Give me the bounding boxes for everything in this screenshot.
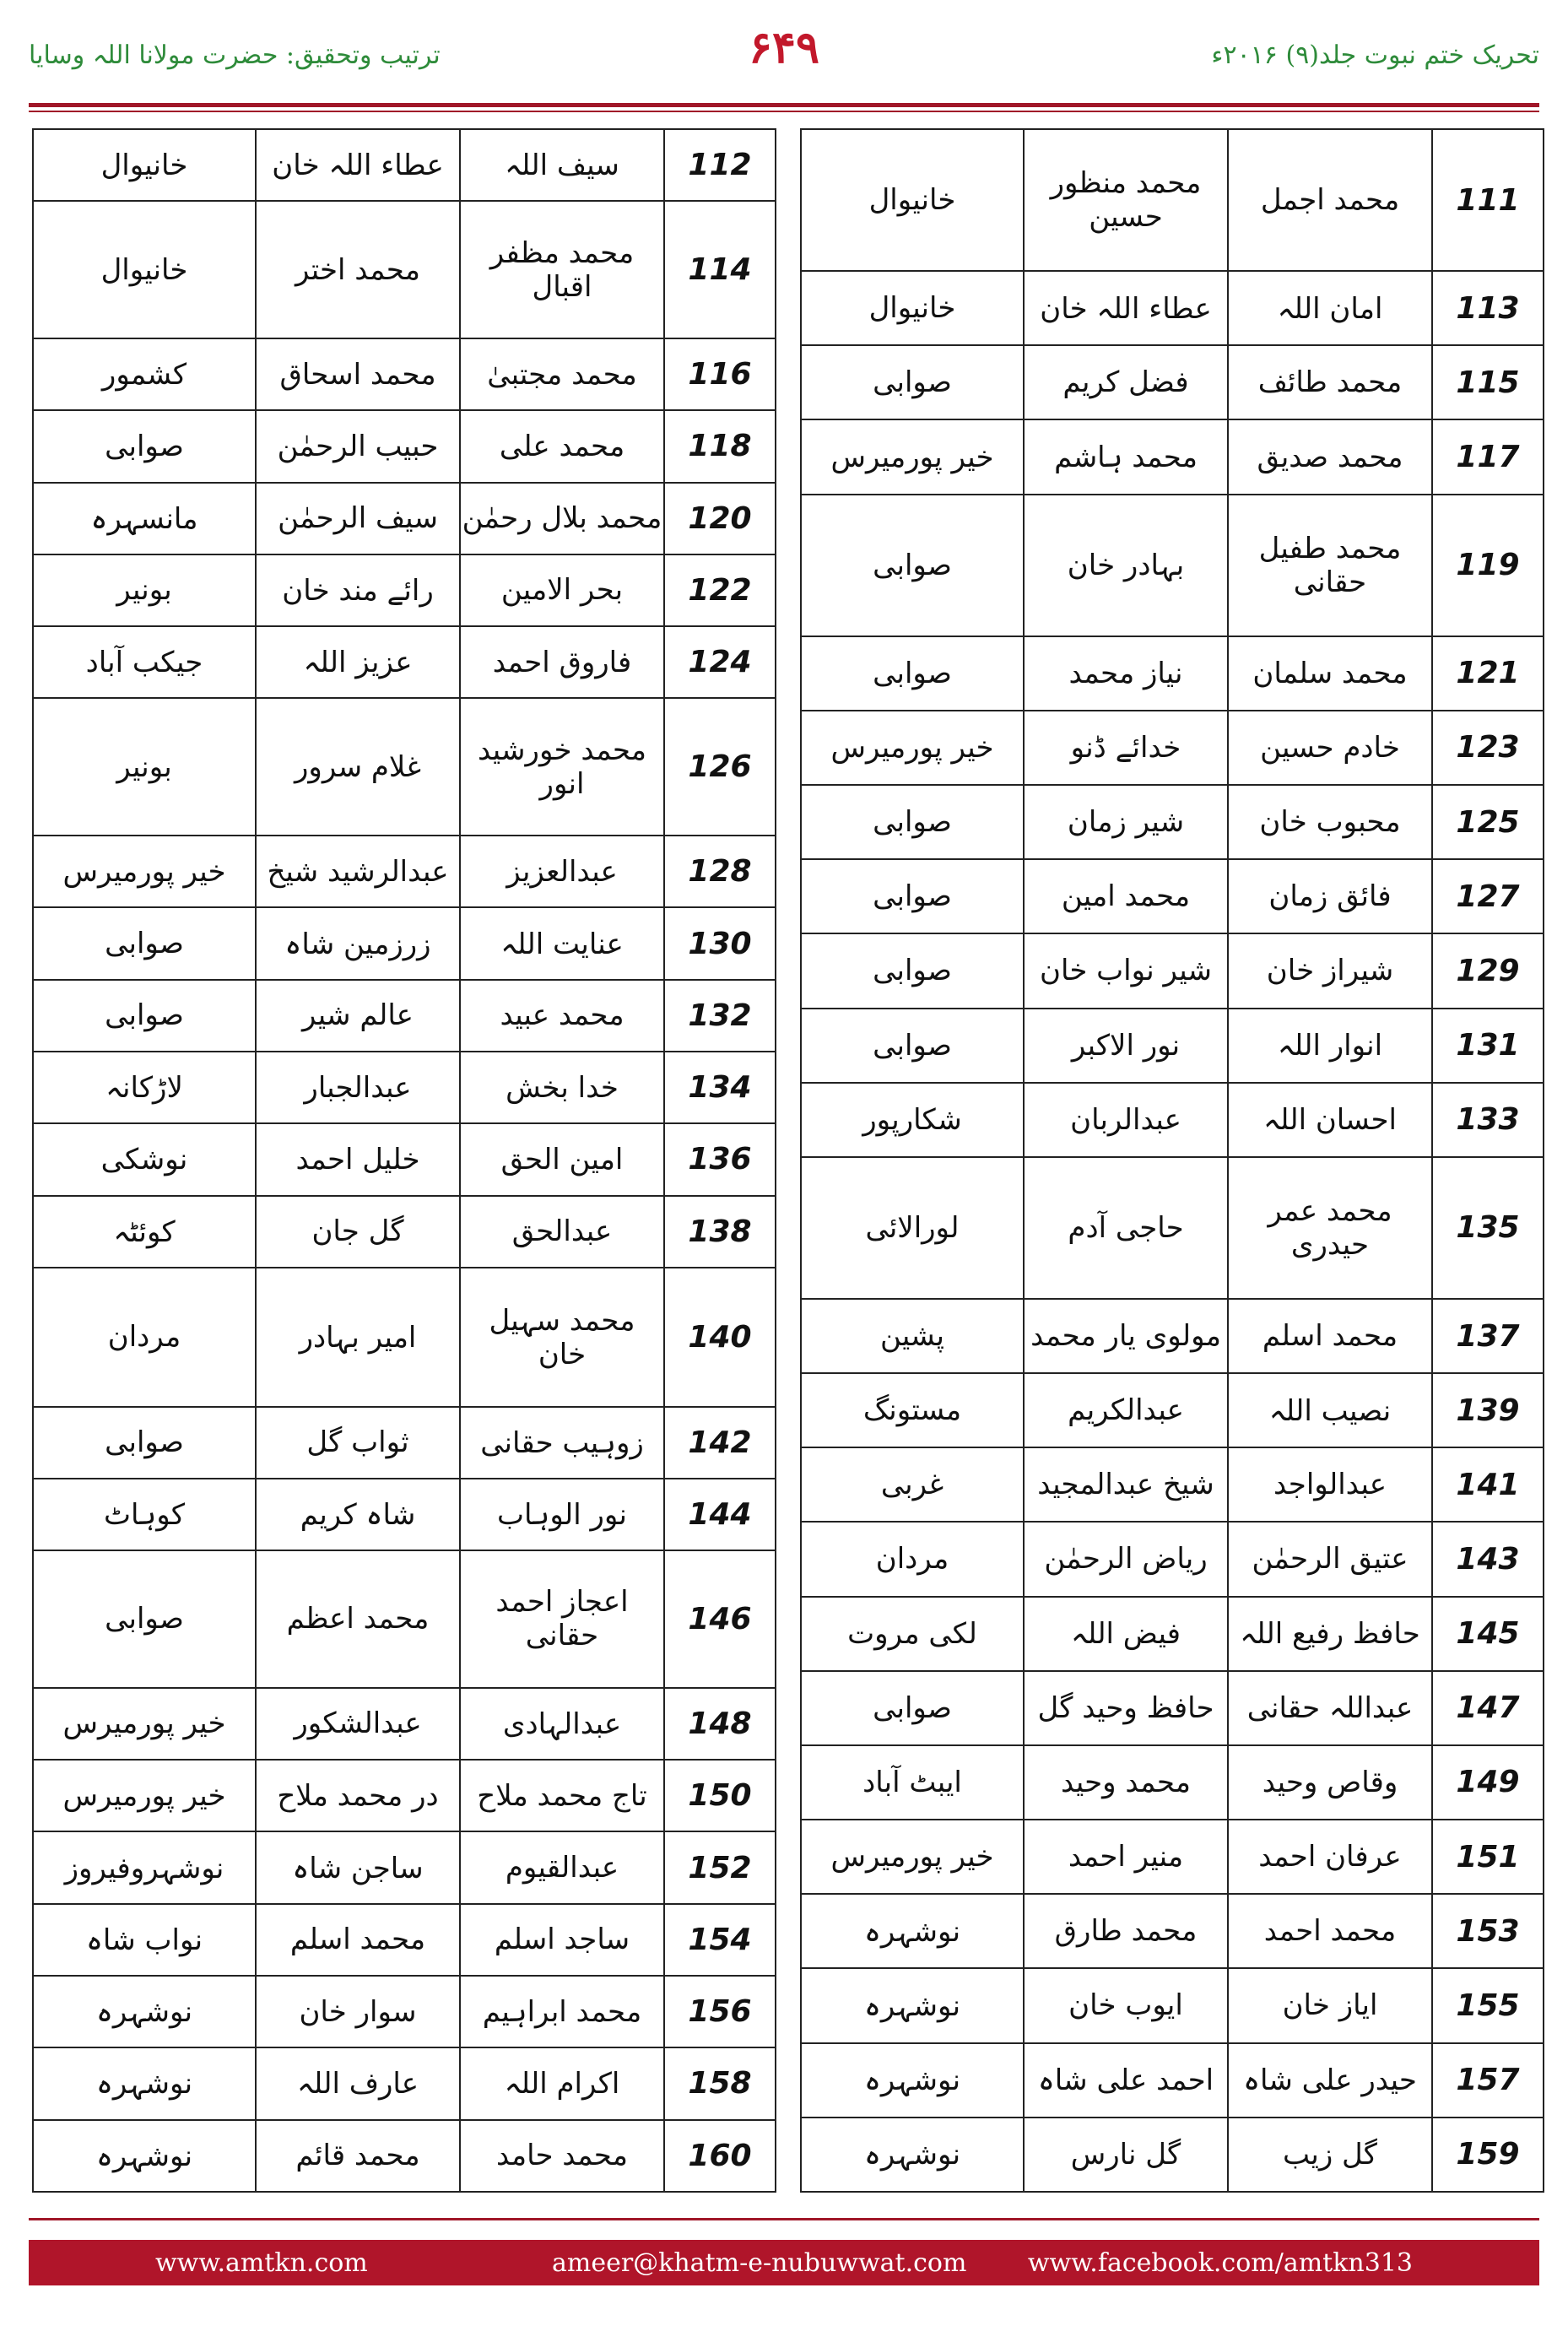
serial-number-cell: 118 xyxy=(664,410,776,482)
name-cell: حافظ رفیع اللہ xyxy=(1228,1597,1432,1671)
father-name-cell: ریاض الرحمٰن xyxy=(1024,1522,1228,1596)
name-cell: عرفان احمد xyxy=(1228,1820,1432,1894)
footer-email-link[interactable]: ameer@khatm-e-nubuwwat.com xyxy=(552,2248,967,2278)
place-cell: پشین xyxy=(801,1299,1024,1373)
name-cell: عبدالعزیز xyxy=(460,836,664,907)
place-cell: کوئٹہ xyxy=(33,1196,256,1268)
place-cell: صوابی xyxy=(801,345,1024,419)
serial-number-cell: 117 xyxy=(1432,419,1544,494)
table-row xyxy=(801,785,1544,859)
serial-number-cell: 112 xyxy=(664,129,776,201)
serial-number-cell: 114 xyxy=(664,201,776,338)
table-row xyxy=(33,1760,776,1831)
table-row xyxy=(801,859,1544,933)
serial-number-cell: 143 xyxy=(1432,1522,1544,1596)
name-cell: محمد اسلم xyxy=(1228,1299,1432,1373)
father-name-cell: سیف الرحمٰن xyxy=(256,483,460,554)
name-cell: نصیب اللہ xyxy=(1228,1373,1432,1447)
place-cell: مردان xyxy=(33,1268,256,1407)
name-cell: عبداللہ حقانی xyxy=(1228,1671,1432,1745)
serial-number-cell: 124 xyxy=(664,626,776,698)
table-row xyxy=(33,980,776,1052)
serial-number-cell: 158 xyxy=(664,2047,776,2119)
place-cell: صوابی xyxy=(33,907,256,979)
footer-rule xyxy=(29,2218,1539,2220)
page-number: ۶۴۹ xyxy=(749,22,819,73)
father-name-cell: محمد طارق xyxy=(1024,1894,1228,1968)
father-name-cell: عارف اللہ xyxy=(256,2047,460,2119)
name-cell: ساجد اسلم xyxy=(460,1904,664,1976)
serial-number-cell: 116 xyxy=(664,338,776,410)
table-row xyxy=(801,636,1544,711)
place-cell: غربی xyxy=(801,1447,1024,1522)
place-cell: خانیوال xyxy=(33,201,256,338)
father-name-cell: عبدالکریم xyxy=(1024,1373,1228,1447)
father-name-cell: نیاز محمد xyxy=(1024,636,1228,711)
place-cell: صوابی xyxy=(801,1671,1024,1745)
father-name-cell: محمد قائم xyxy=(256,2120,460,2192)
serial-number-cell: 126 xyxy=(664,698,776,836)
father-name-cell: عبدالرشید شیخ xyxy=(256,836,460,907)
right-table-panel xyxy=(800,128,1536,2193)
left-table xyxy=(32,128,776,2193)
name-cell: اعجاز احمد حقانی xyxy=(460,1550,664,1688)
serial-number-cell: 157 xyxy=(1432,2043,1544,2118)
serial-number-cell: 160 xyxy=(664,2120,776,2192)
table-row xyxy=(801,495,1544,636)
serial-number-cell: 147 xyxy=(1432,1671,1544,1745)
place-cell: صوابی xyxy=(801,495,1024,636)
name-cell: محمد سہیل خان xyxy=(460,1268,664,1407)
name-cell: محمد عبید xyxy=(460,980,664,1052)
place-cell: بونیر xyxy=(33,554,256,626)
name-cell: سیف اللہ xyxy=(460,129,664,201)
serial-number-cell: 132 xyxy=(664,980,776,1052)
page-footer xyxy=(29,2240,1539,2285)
table-row xyxy=(801,1968,1544,2042)
name-cell: حیدر علی شاہ xyxy=(1228,2043,1432,2118)
serial-number-cell: 152 xyxy=(664,1831,776,1903)
serial-number-cell: 121 xyxy=(1432,636,1544,711)
name-cell: عنایت اللہ xyxy=(460,907,664,979)
serial-number-cell: 149 xyxy=(1432,1745,1544,1820)
name-cell: محبوب خان xyxy=(1228,785,1432,859)
name-cell: محمد خورشید انور xyxy=(460,698,664,836)
place-cell: نوشہرہ xyxy=(801,1894,1024,1968)
name-cell: خدا بخش xyxy=(460,1052,664,1123)
serial-number-cell: 136 xyxy=(664,1123,776,1195)
father-name-cell: محمد منظور حسین xyxy=(1024,129,1228,271)
table-row xyxy=(33,1123,776,1195)
table-row xyxy=(33,1479,776,1550)
serial-number-cell: 139 xyxy=(1432,1373,1544,1447)
table-row xyxy=(801,1447,1544,1522)
name-cell: شیراز خان xyxy=(1228,933,1432,1008)
father-name-cell: محمد ہاشم xyxy=(1024,419,1228,494)
place-cell: لاڑکانہ xyxy=(33,1052,256,1123)
name-cell: تاج محمد ملاح xyxy=(460,1760,664,1831)
father-name-cell: شیخ عبدالمجید xyxy=(1024,1447,1228,1522)
father-name-cell: در محمد ملاح xyxy=(256,1760,460,1831)
name-cell: محمد مظفر اقبال xyxy=(460,201,664,338)
father-name-cell: امیر بہادر xyxy=(256,1268,460,1407)
table-row xyxy=(801,2043,1544,2118)
place-cell: نوشہرہ xyxy=(33,1976,256,2047)
place-cell: نوشہروفیروز xyxy=(33,1831,256,1903)
serial-number-cell: 156 xyxy=(664,1976,776,2047)
name-cell: فاروق احمد xyxy=(460,626,664,698)
father-name-cell: ساجن شاہ xyxy=(256,1831,460,1903)
table-row xyxy=(801,1671,1544,1745)
name-cell: محمد طفیل حقانی xyxy=(1228,495,1432,636)
place-cell: مانسہرہ xyxy=(33,483,256,554)
name-cell: بحر الامین xyxy=(460,554,664,626)
place-cell: صوابی xyxy=(33,1550,256,1688)
place-cell: بونیر xyxy=(33,698,256,836)
name-cell: اکرام اللہ xyxy=(460,2047,664,2119)
serial-number-cell: 145 xyxy=(1432,1597,1544,1671)
name-cell: محمد احمد xyxy=(1228,1894,1432,1968)
page-header xyxy=(0,0,1568,93)
table-row xyxy=(801,2118,1544,2192)
father-name-cell: محمد اسلم xyxy=(256,1904,460,1976)
name-cell: عبدالواجد xyxy=(1228,1447,1432,1522)
place-cell: صوابی xyxy=(33,1407,256,1479)
father-name-cell: حاجی آدم xyxy=(1024,1157,1228,1299)
serial-number-cell: 111 xyxy=(1432,129,1544,271)
table-row xyxy=(33,1196,776,1268)
father-name-cell: عالم شیر xyxy=(256,980,460,1052)
serial-number-cell: 154 xyxy=(664,1904,776,1976)
father-name-cell: منیر احمد xyxy=(1024,1820,1228,1894)
serial-number-cell: 142 xyxy=(664,1407,776,1479)
father-name-cell: عبدالربان xyxy=(1024,1083,1228,1157)
serial-number-cell: 115 xyxy=(1432,345,1544,419)
father-name-cell: عطاء اللہ خان xyxy=(256,129,460,201)
father-name-cell: شاہ کریم xyxy=(256,1479,460,1550)
place-cell: صوابی xyxy=(801,785,1024,859)
table-row xyxy=(33,1407,776,1479)
father-name-cell: خلیل احمد xyxy=(256,1123,460,1195)
serial-number-cell: 128 xyxy=(664,836,776,907)
place-cell: خیر پورمیرس xyxy=(801,711,1024,785)
table-row xyxy=(33,1550,776,1688)
place-cell: مردان xyxy=(801,1522,1024,1596)
serial-number-cell: 127 xyxy=(1432,859,1544,933)
table-row xyxy=(33,554,776,626)
table-row xyxy=(33,1976,776,2047)
place-cell: نوشہرہ xyxy=(33,2047,256,2119)
name-cell: محمد عمر حیدری xyxy=(1228,1157,1432,1299)
place-cell: کوہاٹ xyxy=(33,1479,256,1550)
place-cell: نوشکی xyxy=(33,1123,256,1195)
place-cell: نوشہرہ xyxy=(801,2043,1024,2118)
serial-number-cell: 144 xyxy=(664,1479,776,1550)
place-cell: لکی مروت xyxy=(801,1597,1024,1671)
serial-number-cell: 130 xyxy=(664,907,776,979)
father-name-cell: حبیب الرحمٰن xyxy=(256,410,460,482)
name-cell: محمد سلمان xyxy=(1228,636,1432,711)
name-cell: محمد مجتبیٰ xyxy=(460,338,664,410)
name-cell: امین الحق xyxy=(460,1123,664,1195)
table-row xyxy=(33,201,776,338)
father-name-cell: گل جان xyxy=(256,1196,460,1268)
name-cell: محمد طائف xyxy=(1228,345,1432,419)
table-row xyxy=(33,836,776,907)
place-cell: خیر پورمیرس xyxy=(33,1688,256,1760)
father-name-cell: فیض اللہ xyxy=(1024,1597,1228,1671)
table-row xyxy=(33,2047,776,2119)
place-cell: صوابی xyxy=(801,1009,1024,1083)
serial-number-cell: 129 xyxy=(1432,933,1544,1008)
table-row xyxy=(801,1299,1544,1373)
father-name-cell: شیر نواب خان xyxy=(1024,933,1228,1008)
place-cell: خیر پورمیرس xyxy=(33,836,256,907)
father-name-cell: نور الاکبر xyxy=(1024,1009,1228,1083)
father-name-cell: محمد وحید xyxy=(1024,1745,1228,1820)
table-row xyxy=(801,1597,1544,1671)
name-cell: زوہیب حقانی xyxy=(460,1407,664,1479)
place-cell: مستونگ xyxy=(801,1373,1024,1447)
name-cell: محمد حامد xyxy=(460,2120,664,2192)
father-name-cell: عبدالجبار xyxy=(256,1052,460,1123)
serial-number-cell: 138 xyxy=(664,1196,776,1268)
serial-number-cell: 159 xyxy=(1432,2118,1544,2192)
table-row xyxy=(33,129,776,201)
table-row xyxy=(801,1157,1544,1299)
name-cell: احسان اللہ xyxy=(1228,1083,1432,1157)
serial-number-cell: 123 xyxy=(1432,711,1544,785)
father-name-cell: فضل کریم xyxy=(1024,345,1228,419)
name-cell: خادم حسین xyxy=(1228,711,1432,785)
serial-number-cell: 125 xyxy=(1432,785,1544,859)
serial-number-cell: 135 xyxy=(1432,1157,1544,1299)
roster-tables xyxy=(32,128,1536,2193)
name-cell: انوار اللہ xyxy=(1228,1009,1432,1083)
name-cell: عبدالہادی xyxy=(460,1688,664,1760)
name-cell: نور الوہاب xyxy=(460,1479,664,1550)
father-name-cell: احمد علی شاہ xyxy=(1024,2043,1228,2118)
place-cell: خانیوال xyxy=(33,129,256,201)
place-cell: خیر پورمیرس xyxy=(801,1820,1024,1894)
serial-number-cell: 134 xyxy=(664,1052,776,1123)
father-name-cell: زرزمین شاہ xyxy=(256,907,460,979)
place-cell: خانیوال xyxy=(801,271,1024,345)
place-cell: صوابی xyxy=(33,980,256,1052)
serial-number-cell: 153 xyxy=(1432,1894,1544,1968)
serial-number-cell: 151 xyxy=(1432,1820,1544,1894)
footer-facebook-link[interactable]: www.facebook.com/amtkn313 xyxy=(1027,2248,1413,2278)
father-name-cell: خدائے ڈنو xyxy=(1024,711,1228,785)
table-row xyxy=(33,907,776,979)
table-row xyxy=(801,419,1544,494)
name-cell: محمد صدیق xyxy=(1228,419,1432,494)
table-row xyxy=(801,1083,1544,1157)
name-cell: محمد بلال رحمٰن xyxy=(460,483,664,554)
name-cell: وقاص وحید xyxy=(1228,1745,1432,1820)
father-name-cell: بہادر خان xyxy=(1024,495,1228,636)
father-name-cell: محمد اسحاق xyxy=(256,338,460,410)
table-row xyxy=(801,1894,1544,1968)
father-name-cell: غلام سرور xyxy=(256,698,460,836)
place-cell: کشمور xyxy=(33,338,256,410)
father-name-cell: محمد اختر xyxy=(256,201,460,338)
table-row xyxy=(33,1268,776,1407)
table-row xyxy=(801,1522,1544,1596)
table-row xyxy=(33,338,776,410)
father-name-cell: عطاء اللہ خان xyxy=(1024,271,1228,345)
place-cell: جیکب آباد xyxy=(33,626,256,698)
father-name-cell: شیر زمان xyxy=(1024,785,1228,859)
serial-number-cell: 122 xyxy=(664,554,776,626)
name-cell: محمد اجمل xyxy=(1228,129,1432,271)
serial-number-cell: 146 xyxy=(664,1550,776,1688)
father-name-cell: ایوب خان xyxy=(1024,1968,1228,2042)
table-row xyxy=(801,1373,1544,1447)
place-cell: نوشہرہ xyxy=(801,1968,1024,2042)
serial-number-cell: 133 xyxy=(1432,1083,1544,1157)
table-row xyxy=(801,1745,1544,1820)
place-cell: صوابی xyxy=(801,636,1024,711)
name-cell: عبدالحق xyxy=(460,1196,664,1268)
place-cell: نواب شاہ xyxy=(33,1904,256,1976)
table-row xyxy=(801,271,1544,345)
father-name-cell: محمد امین xyxy=(1024,859,1228,933)
name-cell: محمد علی xyxy=(460,410,664,482)
name-cell: گل زیب xyxy=(1228,2118,1432,2192)
name-cell: محمد ابراہیم xyxy=(460,1976,664,2047)
serial-number-cell: 120 xyxy=(664,483,776,554)
serial-number-cell: 150 xyxy=(664,1760,776,1831)
table-row xyxy=(33,626,776,698)
name-cell: فائق زمان xyxy=(1228,859,1432,933)
name-cell: عبدالقیوم xyxy=(460,1831,664,1903)
place-cell: نوشہرہ xyxy=(801,2118,1024,2192)
table-row xyxy=(33,410,776,482)
header-rule-thin xyxy=(29,111,1539,112)
father-name-cell: مولوی یار محمد xyxy=(1024,1299,1228,1373)
header-book-title: تحریک ختم نبوت جلد(۹) ۲۰۱۶ء xyxy=(1211,41,1539,70)
father-name-cell: رائے مند خان xyxy=(256,554,460,626)
footer-website-link[interactable]: www.amtkn.com xyxy=(155,2248,368,2278)
father-name-cell: عبدالشکور xyxy=(256,1688,460,1760)
table-row xyxy=(33,1831,776,1903)
place-cell: لورالائی xyxy=(801,1157,1024,1299)
name-cell: ایاز خان xyxy=(1228,1968,1432,2042)
table-row xyxy=(33,483,776,554)
serial-number-cell: 141 xyxy=(1432,1447,1544,1522)
place-cell: خانیوال xyxy=(801,129,1024,271)
father-name-cell: محمد اعظم xyxy=(256,1550,460,1688)
serial-number-cell: 148 xyxy=(664,1688,776,1760)
serial-number-cell: 140 xyxy=(664,1268,776,1407)
father-name-cell: گل نارس xyxy=(1024,2118,1228,2192)
place-cell: نوشہرہ xyxy=(33,2120,256,2192)
serial-number-cell: 131 xyxy=(1432,1009,1544,1083)
place-cell: صوابی xyxy=(33,410,256,482)
father-name-cell: ثواب گل xyxy=(256,1407,460,1479)
table-row xyxy=(801,345,1544,419)
place-cell: خیر پورمیرس xyxy=(801,419,1024,494)
table-row xyxy=(33,1904,776,1976)
table-row xyxy=(33,1052,776,1123)
name-cell: امان اللہ xyxy=(1228,271,1432,345)
serial-number-cell: 119 xyxy=(1432,495,1544,636)
table-row xyxy=(801,711,1544,785)
table-row xyxy=(801,1009,1544,1083)
header-compiler: ترتیب وتحقیق: حضرت مولانا اللہ وسایا xyxy=(29,41,441,70)
left-table-panel xyxy=(32,128,768,2193)
place-cell: شکارپور xyxy=(801,1083,1024,1157)
serial-number-cell: 113 xyxy=(1432,271,1544,345)
place-cell: ایبٹ آباد xyxy=(801,1745,1024,1820)
table-row xyxy=(33,2120,776,2192)
serial-number-cell: 155 xyxy=(1432,1968,1544,2042)
father-name-cell: عزیز اللہ xyxy=(256,626,460,698)
header-rule-thick xyxy=(29,103,1539,107)
table-row xyxy=(801,129,1544,271)
name-cell: عتیق الرحمٰن xyxy=(1228,1522,1432,1596)
right-table xyxy=(800,128,1544,2193)
place-cell: صوابی xyxy=(801,859,1024,933)
place-cell: صوابی xyxy=(801,933,1024,1008)
father-name-cell: سوار خان xyxy=(256,1976,460,2047)
serial-number-cell: 137 xyxy=(1432,1299,1544,1373)
father-name-cell: حافظ وحید گل xyxy=(1024,1671,1228,1745)
place-cell: خیر پورمیرس xyxy=(33,1760,256,1831)
table-row xyxy=(33,698,776,836)
table-row xyxy=(33,1688,776,1760)
table-row xyxy=(801,1820,1544,1894)
table-row xyxy=(801,933,1544,1008)
